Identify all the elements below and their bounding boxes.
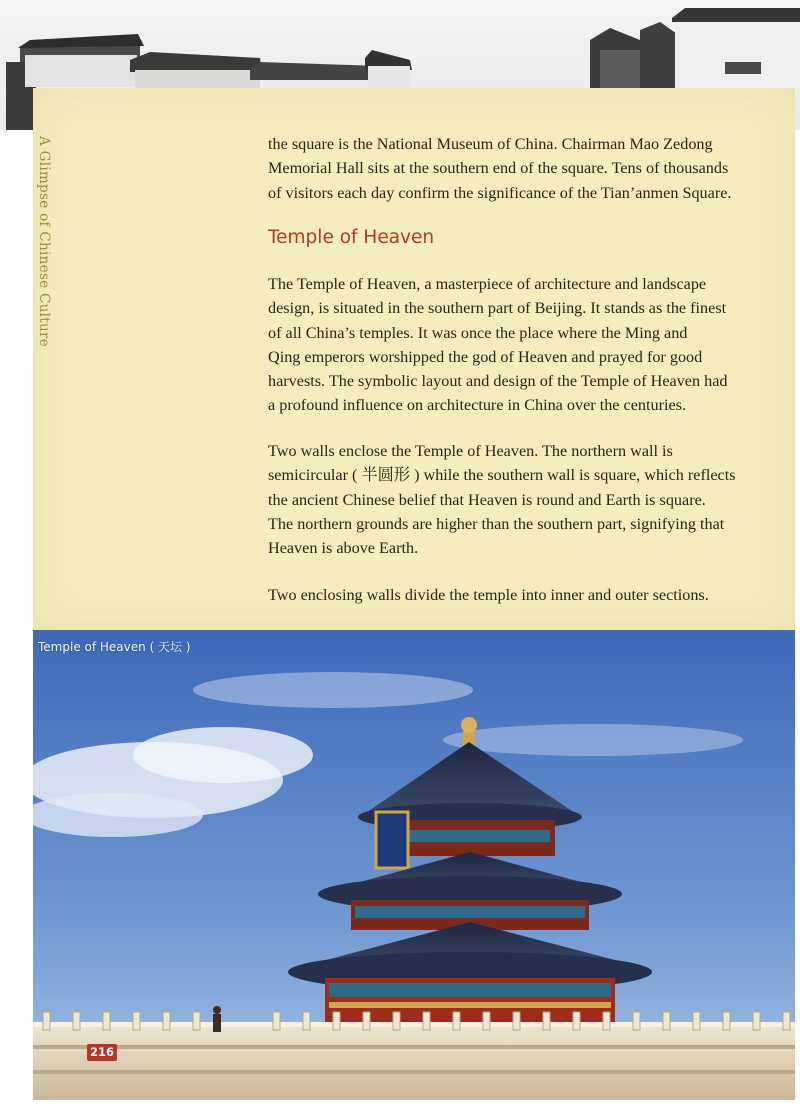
text-line: Heaven is above Earth.: [268, 539, 419, 558]
paragraph-tiananmen-end: [268, 132, 768, 205]
text-line: Two enclosing walls divide the temple into inner and outer sections.: [268, 586, 709, 604]
text-line: the square is the National Museum of China. Chairman Mao Zedong: [268, 135, 713, 153]
text-line: Memorial Hall sits at the southern end of the square. Tens of thousands: [268, 159, 729, 178]
paragraph-walls: [268, 439, 768, 560]
text-line: of visitors each day confirm the significance of the Tian’anmen Square.: [268, 183, 732, 202]
text-line: The Temple of Heaven, a masterpiece of architecture and landscape: [268, 275, 707, 293]
page-number-badge: 216: [87, 1044, 117, 1061]
text-line: Two walls enclose the Temple of Heaven. The northern wall is: [268, 442, 673, 460]
text-line: a profound influence on architecture in China over the centuries.: [268, 396, 687, 415]
running-title: A Glimpse of Chinese Culture: [36, 136, 52, 348]
section-heading: Temple of Heaven: [268, 227, 435, 248]
photo-caption: Temple of Heaven ( 天坛 ): [38, 640, 191, 654]
text-line: design, is situated in the southern part of Beijing. It stands as the finest: [268, 299, 727, 318]
paragraph-sections: [268, 583, 768, 607]
text-line: The northern grounds are higher than the southern part, signifying that: [268, 514, 725, 533]
text-line: harvests. The symbolic layout and design of the Temple of Heaven had: [268, 372, 728, 391]
temple-of-heaven-photo: [33, 630, 795, 1100]
paragraph-temple-intro: [268, 272, 768, 418]
text-line: of all China’s temples. It was once the place where the Ming and: [268, 323, 688, 342]
text-line: semicircular ( 半圆形 ) while the southern wall is square, which reflects: [268, 466, 736, 485]
text-line: the ancient Chinese belief that Heaven is round and Earth is square.: [268, 490, 706, 509]
temple-illustration: [33, 630, 795, 1100]
text-line: Qing emperors worshipped the god of Heaven and prayed for good: [268, 347, 703, 366]
